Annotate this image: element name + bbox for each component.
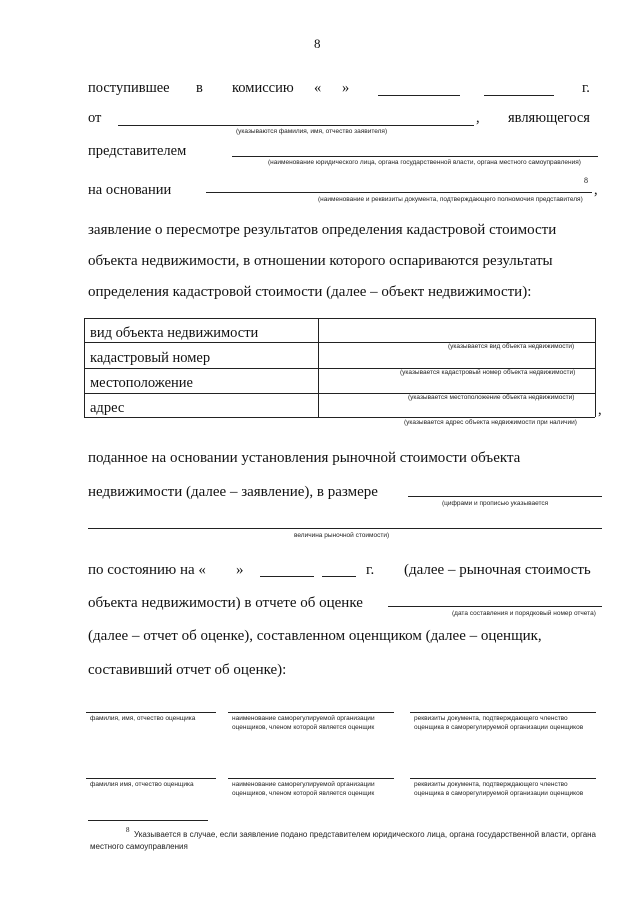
- filed-line-2: недвижимости (далее – заявление), в размере: [88, 484, 378, 500]
- quote-close: »: [236, 562, 244, 578]
- report-number-blank[interactable]: [388, 606, 602, 607]
- row-label-location: местоположение: [90, 375, 193, 391]
- footnote-mark: 8: [126, 826, 130, 834]
- market-value-blank-1[interactable]: [408, 496, 602, 497]
- as-of-month-blank[interactable]: [260, 576, 314, 577]
- row-label-address: адрес: [90, 400, 125, 416]
- quote-close: »: [342, 80, 350, 96]
- row-caption-address[interactable]: (указывается адрес объекта недвижимости при наличии): [404, 419, 577, 426]
- market-value-blank-2[interactable]: [88, 528, 602, 529]
- appraiser-2-doc-caption-2: оценщика в саморегулируемой организации оценщиков: [414, 790, 584, 797]
- legal-entity-blank[interactable]: [232, 156, 598, 157]
- market-value-caption-2: величина рыночной стоимости): [294, 532, 390, 539]
- appraiser-2-sro-blank[interactable]: [228, 778, 394, 779]
- statement-line-3: определения кадастровой стоимости (далее – объект недвижимости):: [88, 284, 532, 300]
- quote-open: «: [314, 80, 322, 96]
- word-komissiyu: комиссию: [232, 80, 294, 96]
- page-number: 8: [314, 36, 321, 51]
- appraiser-1-name-caption: фамилия, имя, отчество оценщика: [90, 715, 196, 722]
- appraiser-2-doc-caption-1: реквизиты документа, подтверждающего членство: [414, 781, 568, 788]
- market-value-caption-1: (цифрами и прописью указывается: [442, 500, 549, 507]
- report-line-3: составивший отчет об оценке):: [88, 662, 287, 678]
- word-v: в: [196, 80, 203, 96]
- word-yavlyayushchegosya: являющегося: [508, 110, 590, 126]
- legal-entity-caption: (наименование юридического лица, органа государственной власти, органа местного самоуправления): [268, 159, 581, 166]
- row-label-cadastral-number: кадастровый номер: [90, 350, 211, 366]
- word-ot: от: [88, 110, 102, 126]
- month-blank[interactable]: [378, 95, 460, 96]
- appraiser-2-doc-blank[interactable]: [410, 778, 596, 779]
- report-number-caption: (дата составления и порядковый номер отчета): [452, 610, 596, 617]
- comma: ,: [598, 402, 602, 418]
- as-of-g: г.: [366, 562, 375, 578]
- footnote-mark-8: 8: [584, 176, 588, 185]
- appraiser-1-sro-blank[interactable]: [228, 712, 394, 713]
- year-blank[interactable]: [484, 95, 554, 96]
- word-na-osnovanii: на основании: [88, 182, 172, 198]
- report-line-2: (далее – отчет об оценке), составленном оценщиком (далее – оценщик,: [88, 628, 542, 644]
- appraiser-1-name-blank[interactable]: [86, 712, 216, 713]
- appraiser-1-doc-caption-2: оценщика в саморегулируемой организации оценщиков: [414, 724, 584, 731]
- as-of-year-blank[interactable]: [322, 576, 356, 577]
- word-predstavitelem: представителем: [88, 143, 187, 159]
- appraiser-2-name-blank[interactable]: [86, 778, 216, 779]
- word-postupivshee: поступившее: [88, 80, 170, 96]
- applicant-name-caption: (указываются фамилия, имя, отчество заявителя): [236, 128, 388, 135]
- comma: ,: [476, 110, 480, 126]
- appraiser-2-name-caption: фамилия имя, отчество оценщика: [90, 781, 194, 788]
- row-label-object-type: вид объекта недвижимости: [90, 325, 259, 341]
- statement-line-2: объекта недвижимости, в отношении которого оспариваются результаты: [88, 253, 553, 269]
- appraiser-2-sro-caption-2: оценщиков, членом которой является оценщик: [232, 790, 375, 797]
- appraiser-1-sro-caption-2: оценщиков, членом которой является оценщик: [232, 724, 375, 731]
- filed-line-1: поданное на основании установления рыночной стоимости объекта: [88, 450, 521, 466]
- row-caption-object-type[interactable]: (указывается вид объекта недвижимости): [448, 343, 575, 350]
- appraiser-1-doc-caption-1: реквизиты документа, подтверждающего членство: [414, 715, 568, 722]
- appraiser-1-sro-caption-1: наименование саморегулируемой организации: [232, 715, 375, 722]
- row-caption-cadastral-number[interactable]: (указывается кадастровый номер объекта недвижимости): [400, 369, 576, 376]
- applicant-name-blank[interactable]: [118, 125, 474, 126]
- statement-line-1: заявление о пересмотре результатов определения кадастровой стоимости: [88, 222, 557, 238]
- appraiser-1-doc-blank[interactable]: [410, 712, 596, 713]
- row-caption-location[interactable]: (указывается местоположение объекта недвижимости): [408, 394, 575, 401]
- authority-document-caption: (наименование и реквизиты документа, подтверждающего полномочия представителя): [318, 196, 583, 203]
- as-of-right: (далее – рыночная стоимость: [404, 562, 591, 578]
- footnote-separator: [88, 820, 208, 821]
- year-suffix: г.: [582, 80, 590, 96]
- authority-document-blank[interactable]: [206, 192, 592, 193]
- footnote-line-1: Указывается в случае, если заявление подано представителем юридического лица, органа государственной власти, органа: [134, 830, 597, 839]
- appraiser-2-sro-caption-1: наименование саморегулируемой организации: [232, 781, 375, 788]
- report-line-1: объекта недвижимости) в отчете об оценке: [88, 595, 363, 611]
- as-of-left: по состоянию на «: [88, 562, 206, 578]
- comma: ,: [594, 182, 598, 198]
- footnote-line-2: местного самоуправления: [90, 842, 188, 851]
